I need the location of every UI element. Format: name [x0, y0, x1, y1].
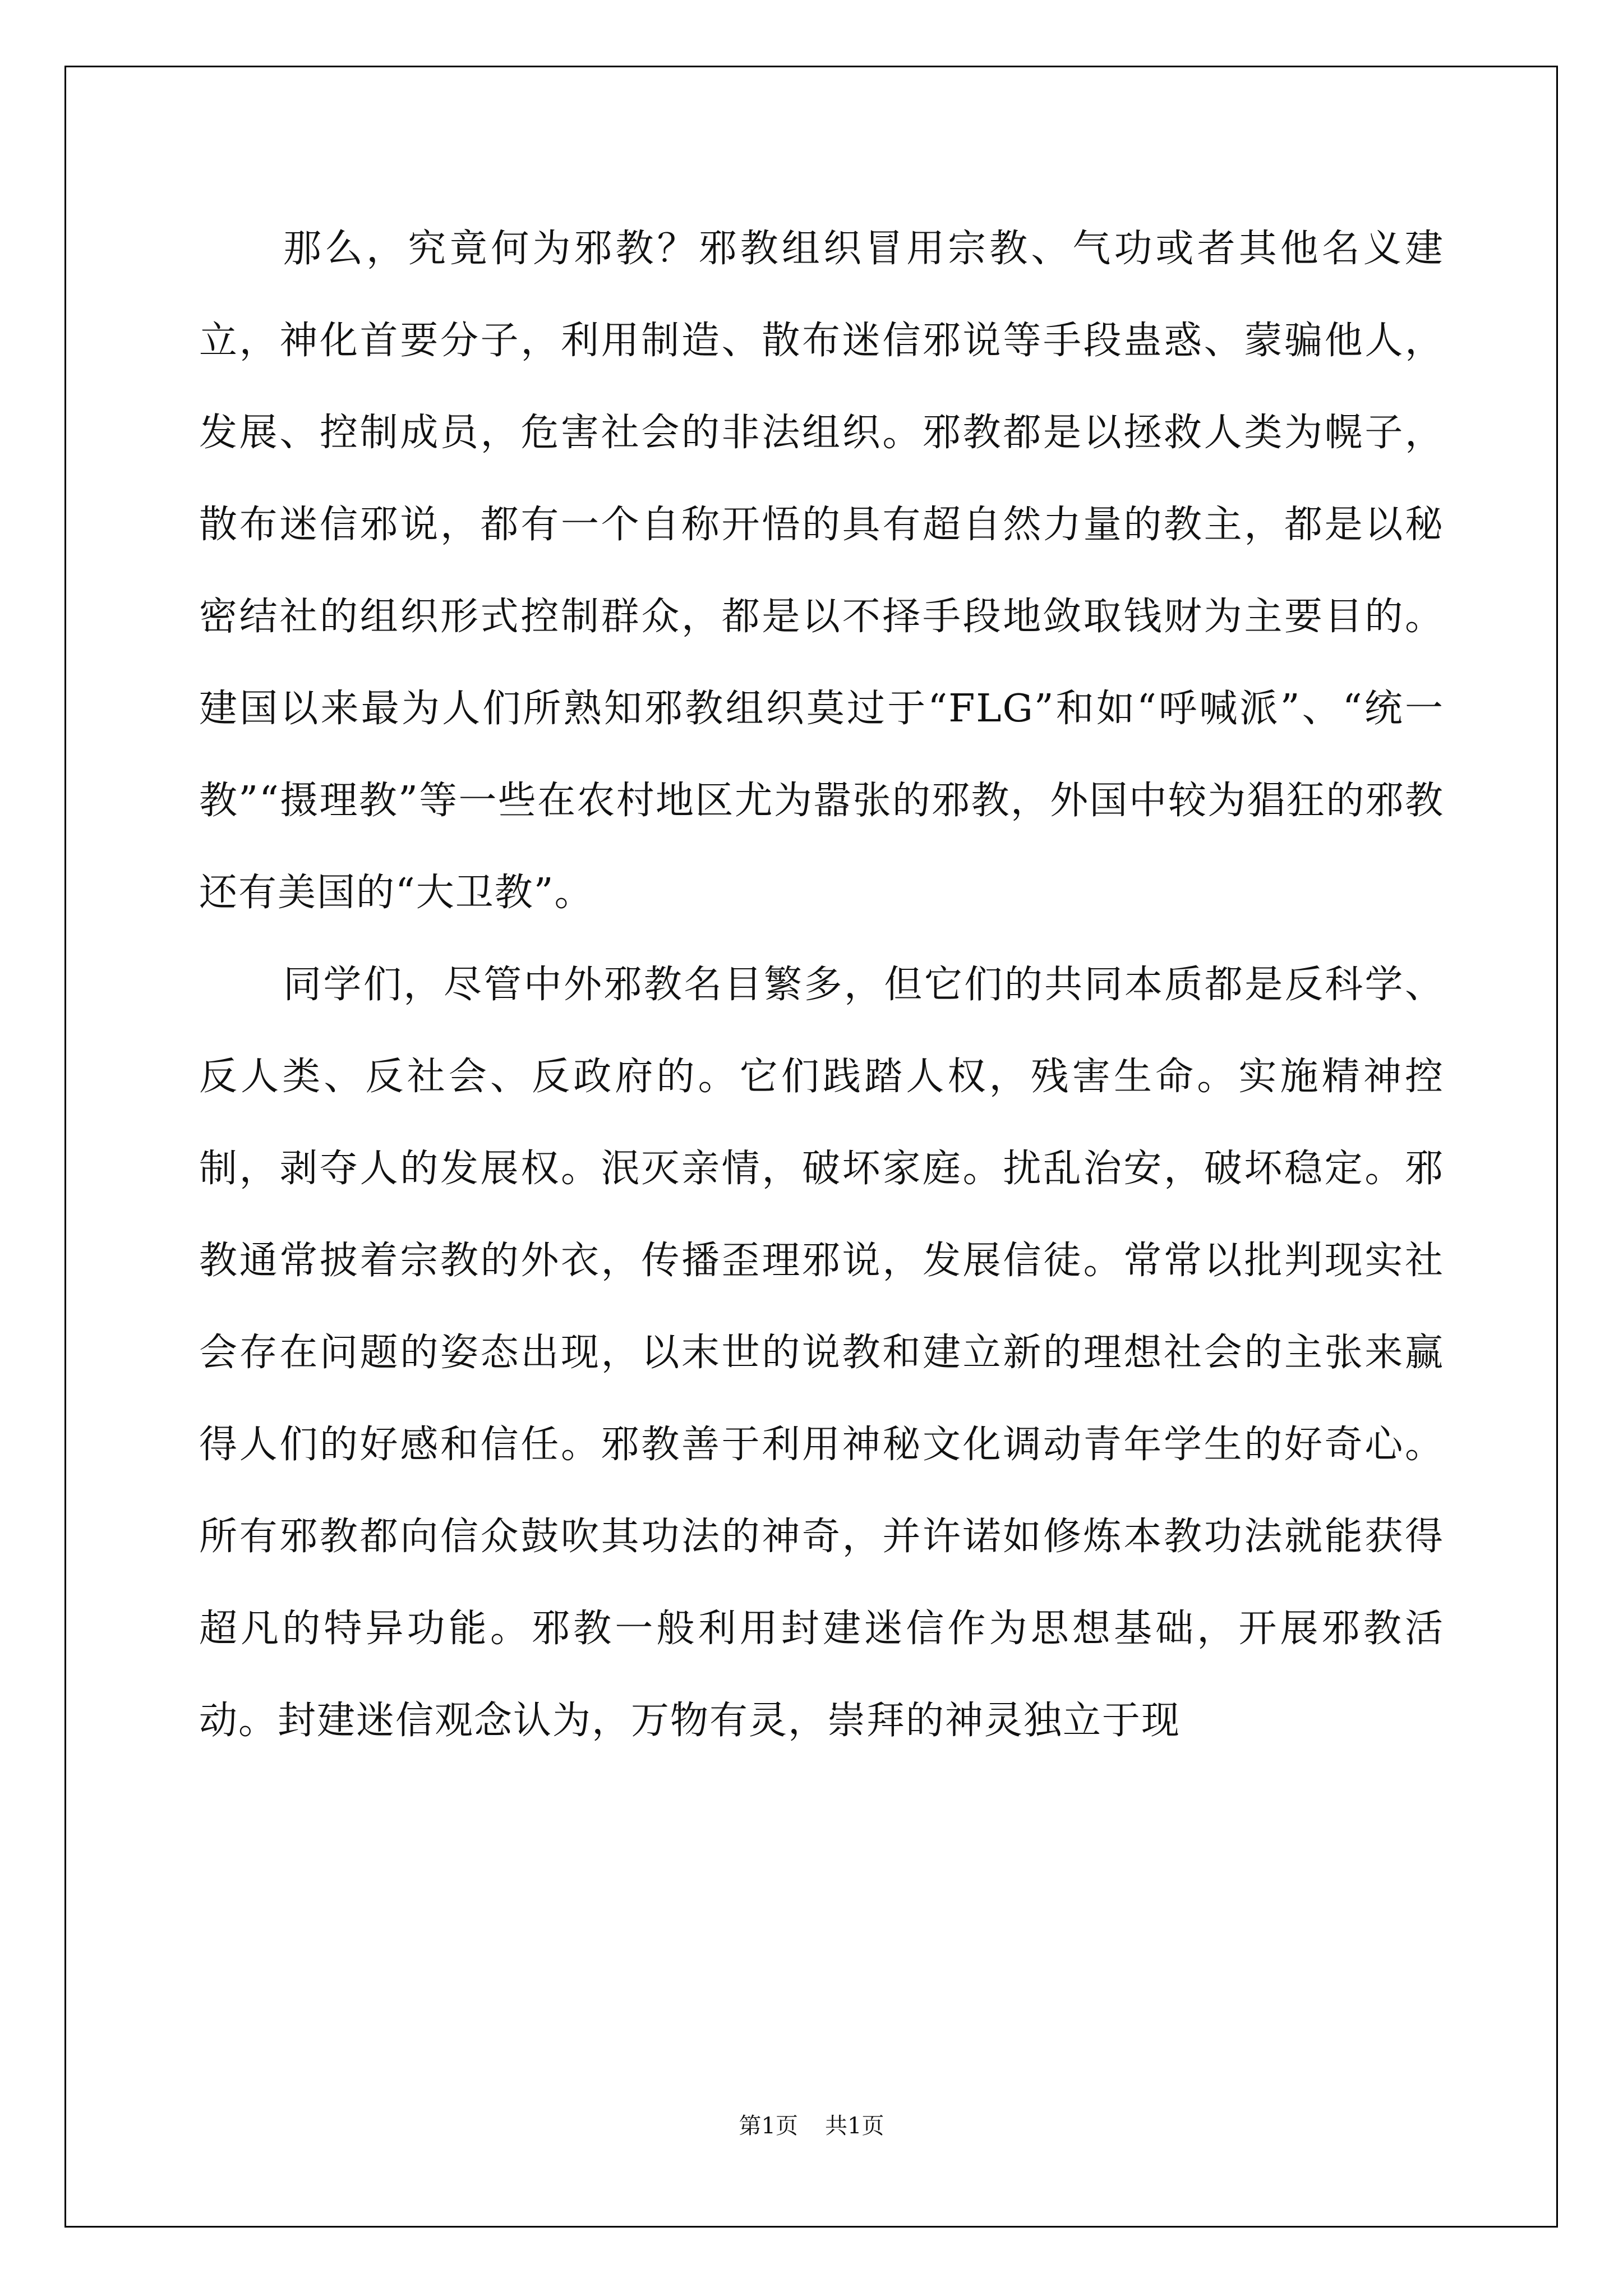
- page-number: 第1页: [739, 2113, 798, 2139]
- document-body: [199, 203, 1444, 1767]
- paragraph-1: 那么，究竟何为邪教？邪教组织冒用宗教、气功或者其他名义建立，神化首要分子，利用制造、散布迷信邪说等手段蛊惑、蒙骗他人，发展、控制成员，危害社会的非法组织。邪教都是以拯救人类为幌子，散布迷信邪说，都有一个自称开悟的具有超自然力量的教主，都是以秘密结社的组织形式控制群众，都是以不择手段地敛取钱财为主要目的。建国以来最为人们所熟知邪教组织莫过于“FLG”和如“呼喊派”、“统一教”“摄理教”等一些在农村地区尤为嚣张的邪教，外国中较为猖狂的邪教还有美国的“大卫教”。: [199, 227, 1444, 915]
- paragraph-2: 同学们，尽管中外邪教名目繁多，但它们的共同本质都是反科学、反人类、反社会、反政府的。它们践踏人权，残害生命。实施精神控制，剥夺人的发展权。泯灭亲情，破坏家庭。扰乱治安，破坏稳定。邪教通常披着宗教的外衣，传播歪理邪说，发展信徒。常常以批判现实社会存在问题的姿态出现，以末世的说教和建立新的理想社会的主张来赢得人们的好感和信任。邪教善于利用神秘文化调动青年学生的好奇心。所有邪教都向信众鼓吹其功法的神奇，并许诺如修炼本教功法就能获得超凡的特异功能。邪教一般利用封建迷信作为思想基础，开展邪教活动。封建迷信观念认为，万物有灵，崇拜的神灵独立于现: [199, 963, 1444, 1743]
- page-footer: [0, 2108, 1623, 2140]
- page-total: 共1页: [825, 2113, 884, 2139]
